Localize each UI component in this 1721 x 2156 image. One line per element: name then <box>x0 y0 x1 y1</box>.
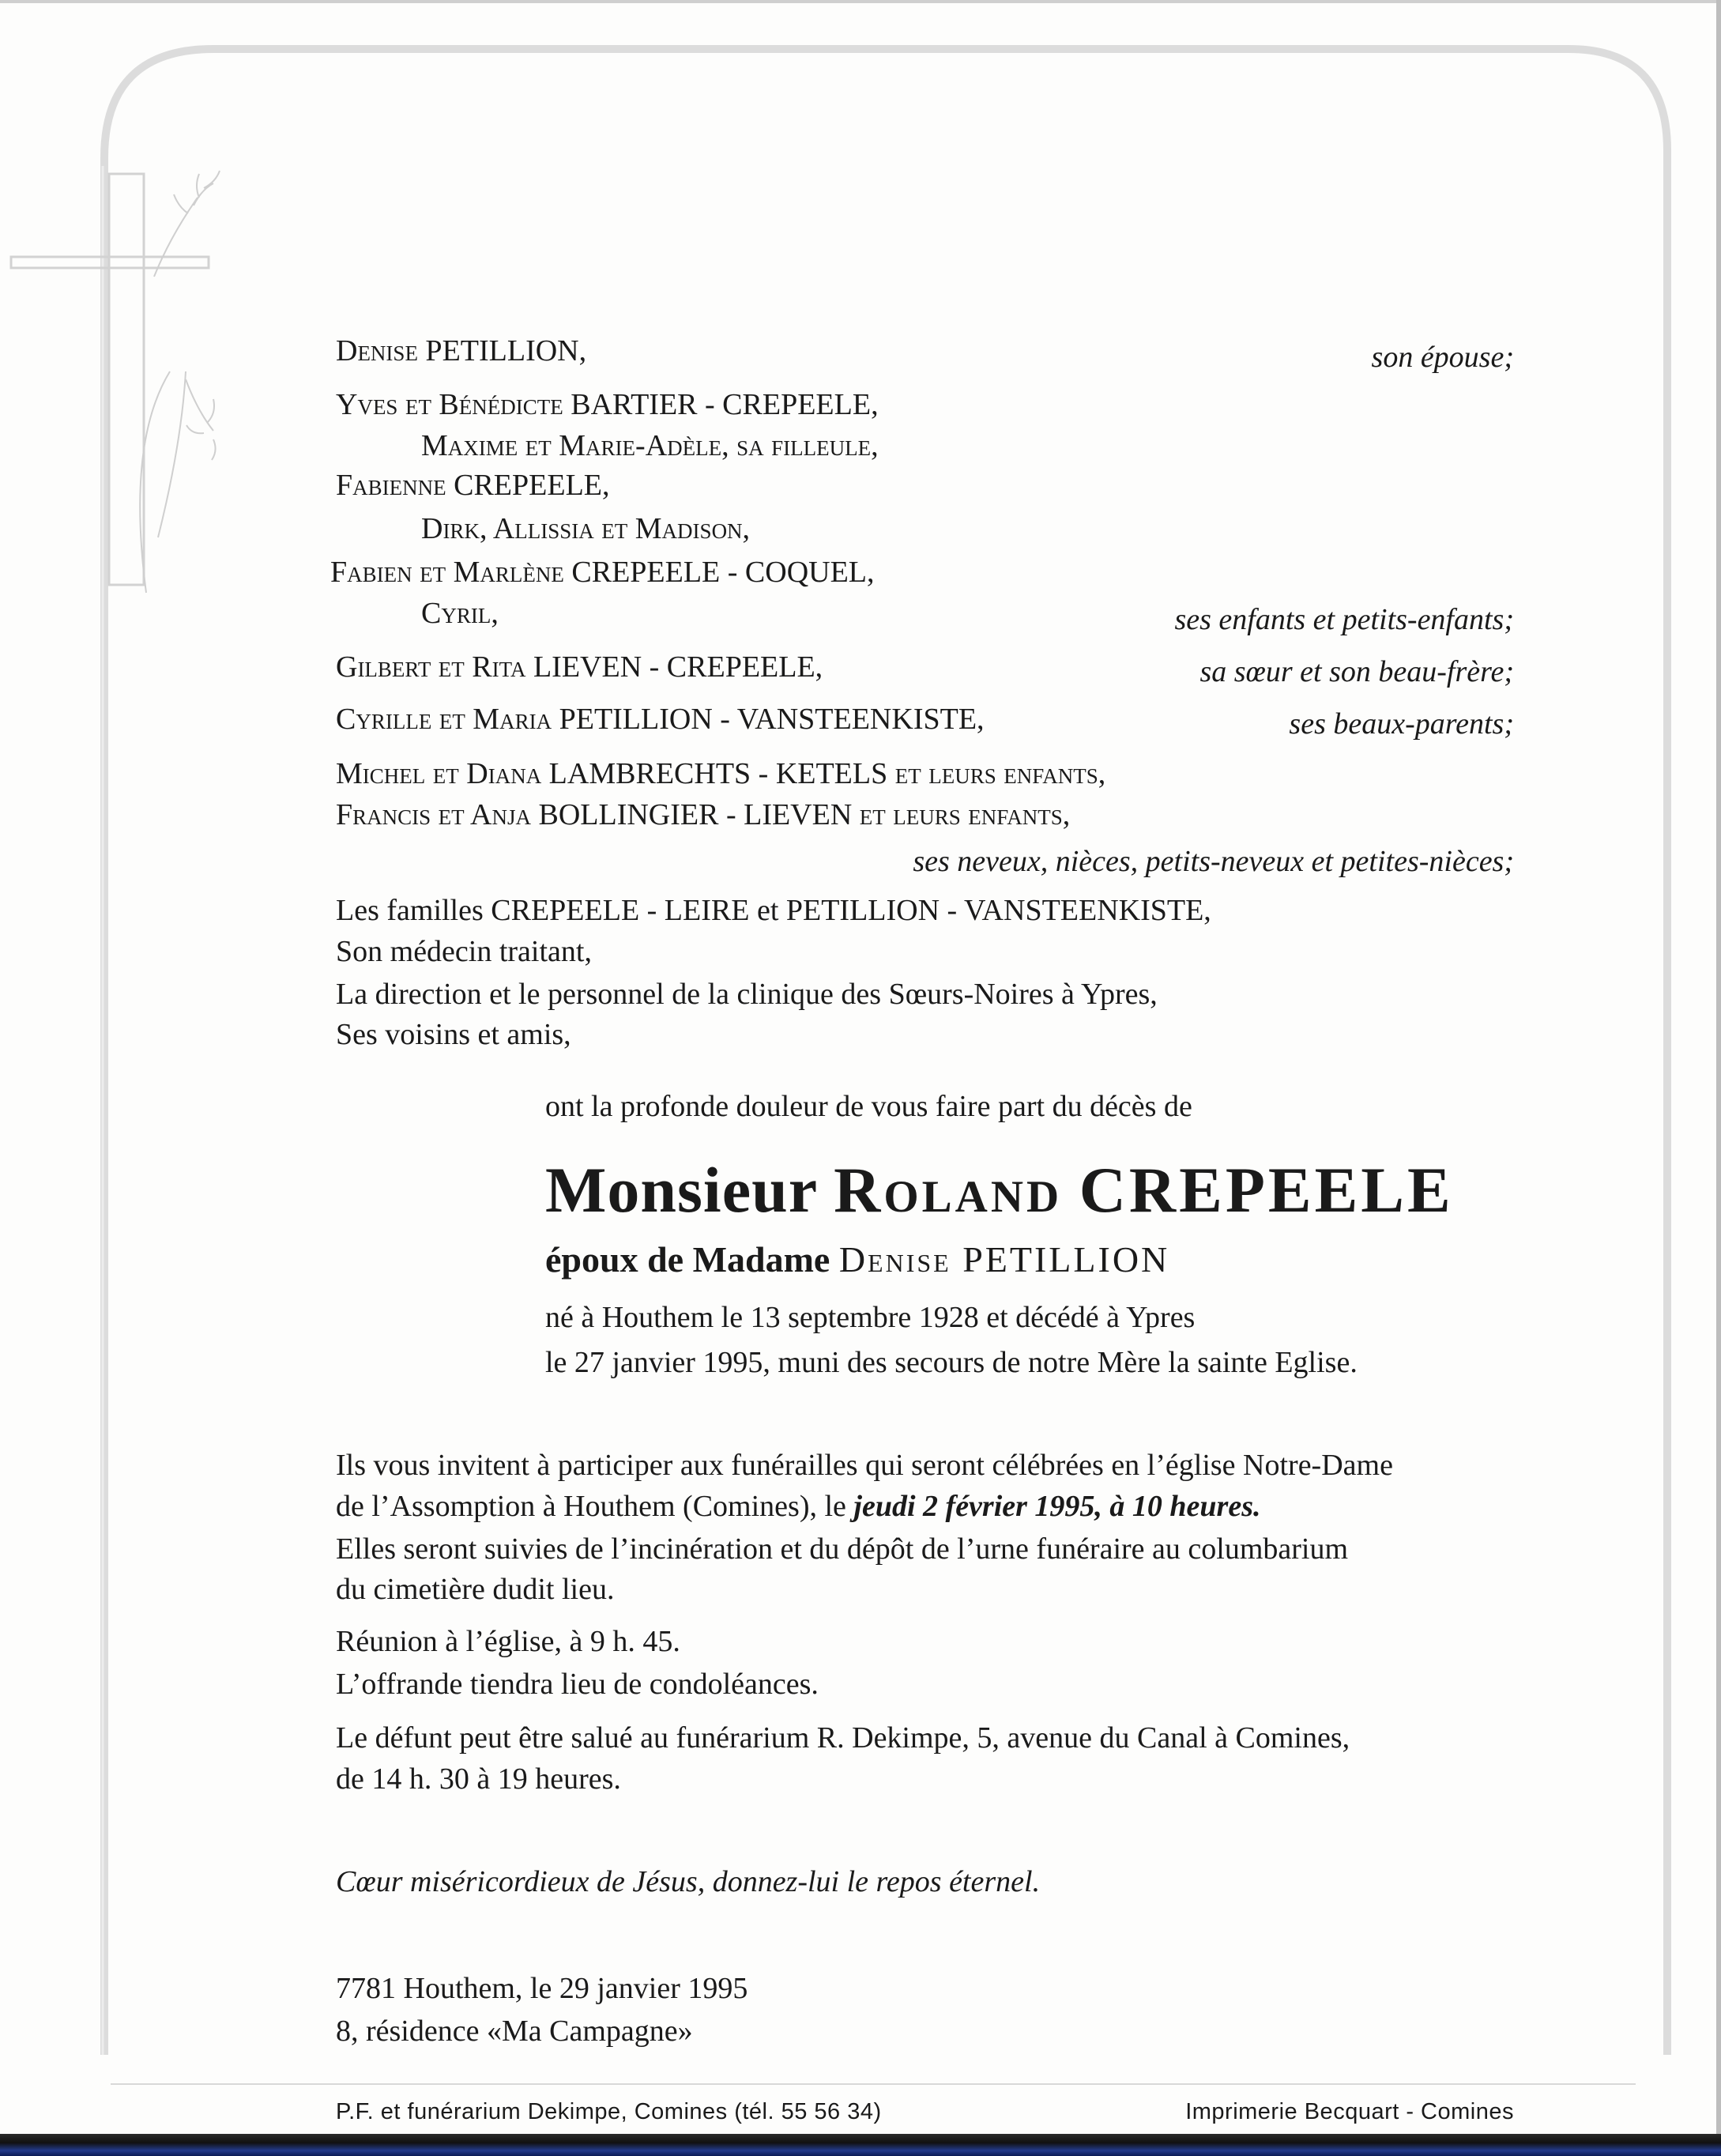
family-name-families: Les familles CREPEELE - LEIRE et PETILLION - VANSTEENKISTE, <box>336 894 1211 927</box>
visitation-line-2: de 14 h. 30 à 19 heures. <box>336 1762 621 1796</box>
cross-icon <box>11 174 209 585</box>
spouse-prefix: époux de Madame <box>545 1239 830 1280</box>
family-name-doctor: Son médecin traitant, <box>336 935 592 968</box>
address-line-2: 8, résidence «Ma Campagne» <box>336 2015 693 2048</box>
funeral-line-1: Ils vous invitent à participer aux funérailles qui seront célébrées en l’église Notre-Dame <box>336 1449 1393 1482</box>
family-name-bartier: Yves et Bénédicte BARTIER - CREPEELE, <box>336 388 879 421</box>
family-name-fabien: Fabien et Marlène CREPEELE - COQUEL, <box>330 556 875 589</box>
meeting-time: Réunion à l’église, à 9 h. 45. <box>336 1625 680 1658</box>
funeral-line-2-text: de l’Assomption à Houthem (Comines), le <box>336 1490 846 1523</box>
family-name-clinic: La direction et le personnel de la clinique des Sœurs-Noires à Ypres, <box>336 978 1158 1011</box>
family-role-spouse: son épouse; <box>1371 341 1514 374</box>
family-name-cyril: Cyril, <box>421 597 499 630</box>
funeral-date: jeudi 2 février 1995, à 10 heures. <box>853 1490 1261 1523</box>
announcement-intro: ont la profonde douleur de vous faire part du décès de <box>545 1090 1192 1123</box>
deceased-name <box>545 1154 1454 1227</box>
footer-printer: Imprimerie Becquart - Comines <box>1185 2099 1514 2124</box>
spouse-name: Denise PETILLION <box>838 1239 1170 1280</box>
family-role-children: ses enfants et petits-enfants; <box>1174 603 1514 636</box>
birth-line: né à Houthem le 13 septembre 1928 et décédé à Ypres <box>545 1301 1196 1334</box>
offering-note: L’offrande tiendra lieu de condoléances. <box>336 1668 819 1701</box>
family-role-nephews: ses neveux, nièces, petits-neveux et petites-nièces; <box>913 845 1514 878</box>
family-name-michel: Michel et Diana LAMBRECHTS - KETELS et leurs enfants, <box>336 757 1106 790</box>
spouse-line <box>545 1238 1169 1282</box>
family-name-fabienne: Fabienne CREPEELE, <box>336 469 610 502</box>
footer-divider <box>111 2083 1636 2085</box>
death-line: le 27 janvier 1995, muni des secours de notre Mère la sainte Eglise. <box>545 1346 1358 1379</box>
family-name-francis: Francis et Anja BOLLINGIER - LIEVEN et leurs enfants, <box>336 798 1071 831</box>
deceased-last-name: CREPEELE <box>1079 1154 1454 1226</box>
scan-edge-bottom <box>0 2134 1721 2156</box>
family-role-sister: sa sœur et son beau-frère; <box>1199 655 1514 688</box>
address-line-1: 7781 Houthem, le 29 janvier 1995 <box>336 1972 748 2005</box>
family-name-dirk: Dirk, Allissia et Madison, <box>421 512 751 545</box>
family-name-denise: Denise PETILLION, <box>336 334 587 368</box>
wheat-icon <box>140 171 220 593</box>
family-name-gilbert: Gilbert et Rita LIEVEN - CREPEELE, <box>336 650 823 684</box>
funeral-line-2 <box>336 1487 1261 1525</box>
deceased-first-name: Roland <box>834 1154 1063 1226</box>
deceased-title: Monsieur <box>545 1154 817 1226</box>
visitation-line-1: Le défunt peut être salué au funérarium R. Dekimpe, 5, avenue du Canal à Comines, <box>336 1721 1350 1755</box>
prayer: Cœur miséricordieux de Jésus, donnez-lui le repos éternel. <box>336 1865 1041 1898</box>
family-name-maxime: Maxime et Marie-Adèle, sa filleule, <box>421 429 879 462</box>
funeral-line-4: du cimetière dudit lieu. <box>336 1573 615 1606</box>
family-role-parents-in-law: ses beaux-parents; <box>1289 707 1514 741</box>
funeral-line-3: Elles seront suivies de l’incinération et du dépôt de l’urne funéraire au columbarium <box>336 1532 1349 1566</box>
family-name-neighbours: Ses voisins et amis, <box>336 1018 571 1051</box>
family-name-cyrille: Cyrille et Maria PETILLION - VANSTEENKISTE, <box>336 703 985 736</box>
footer-funeral-home: P.F. et funérarium Dekimpe, Comines (tél. 55 56 34) <box>336 2099 882 2124</box>
